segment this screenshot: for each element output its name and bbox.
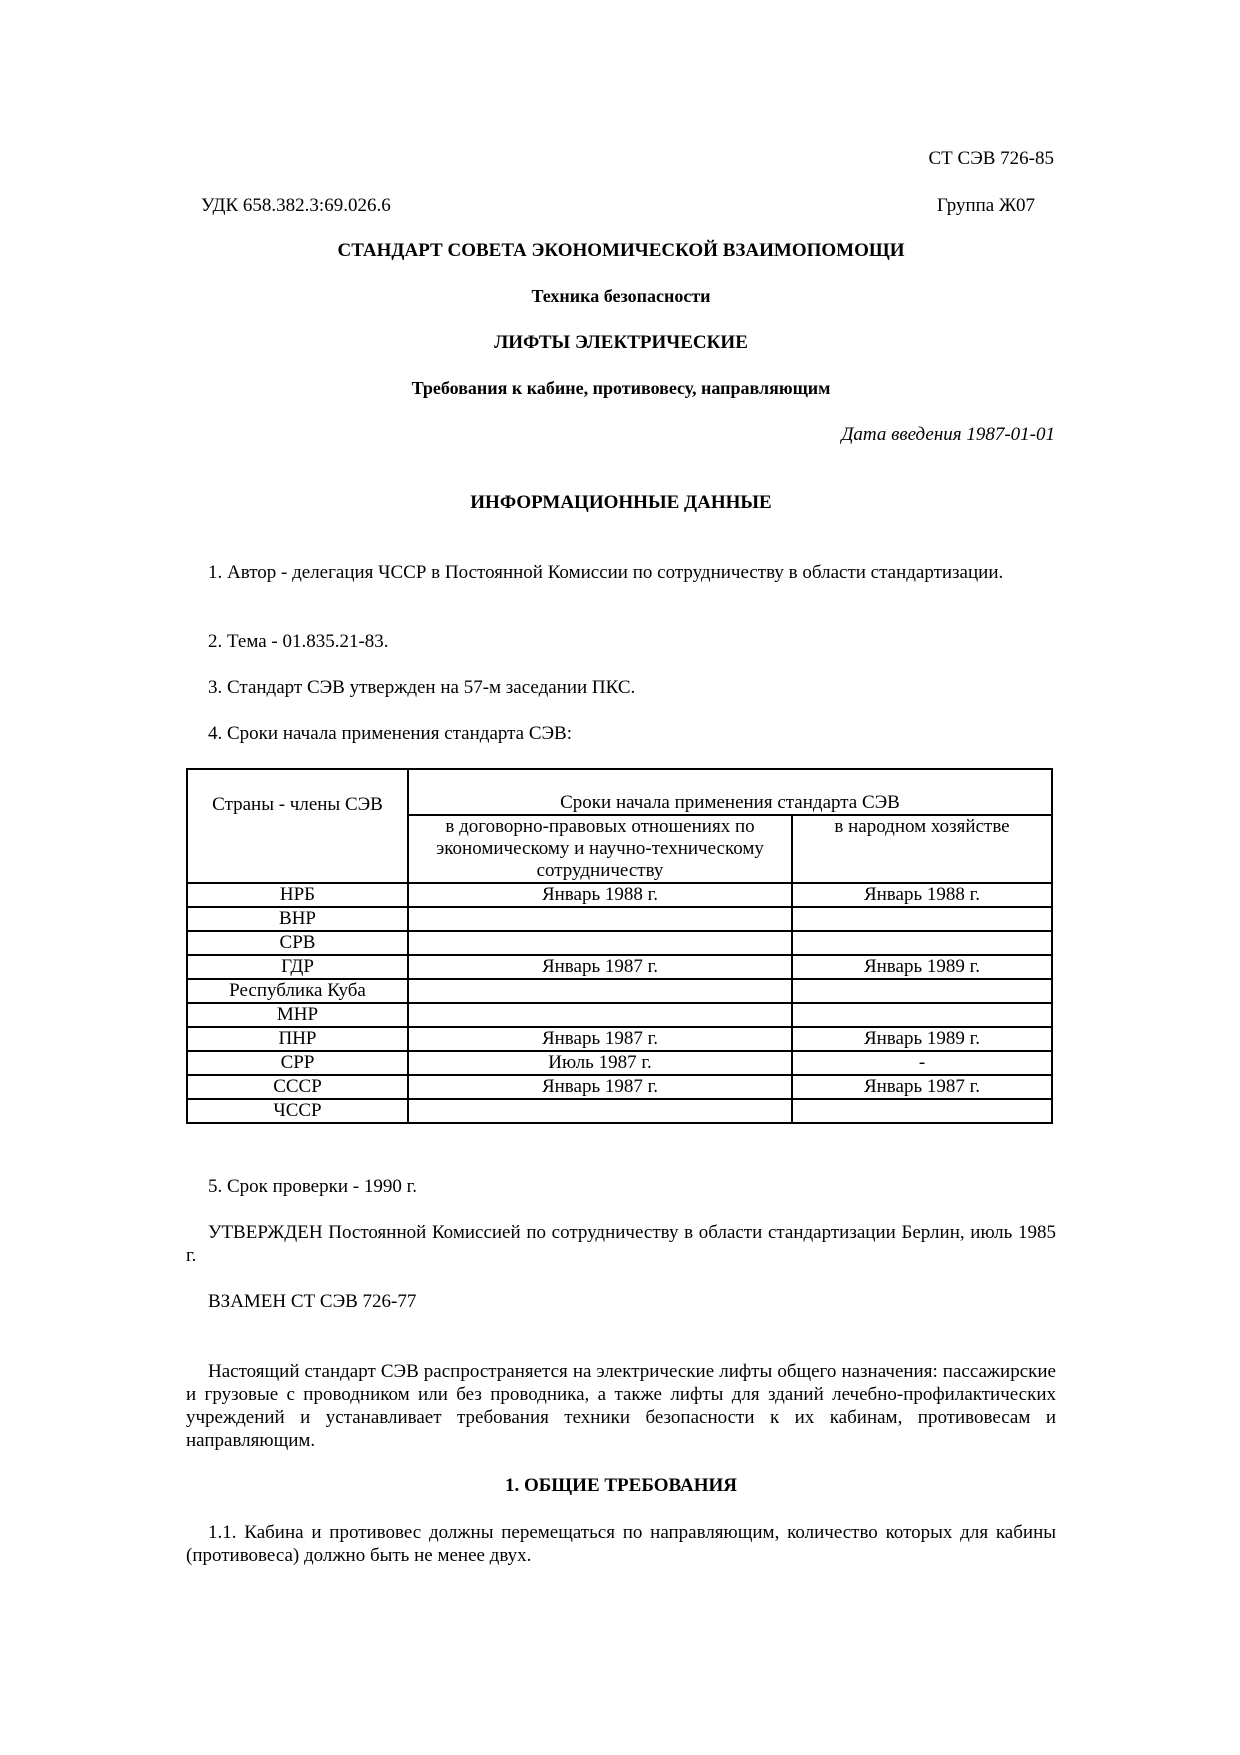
table-row: СРВ <box>187 931 1052 955</box>
table-row: СРР Июль 1987 г. - <box>187 1051 1052 1075</box>
title-sub: Требования к кабине, противовесу, направляющим <box>411 378 831 398</box>
clause-1-1: 1.1. Кабина и противовес должны перемещаться по направляющим, количество которых для кабины (противовеса) должно быть не менее двух. <box>186 1522 1056 1566</box>
table-row: СССР Январь 1987 г. Январь 1987 г. <box>187 1075 1052 1099</box>
header-group: Сроки начала применения стандарта СЭВ <box>408 769 1052 815</box>
table-row: ВНР <box>187 907 1052 931</box>
table-row: МНР <box>187 1003 1052 1027</box>
intro-date: Дата введения 1987-01-01 <box>841 424 1055 445</box>
table-row: НРБ Январь 1988 г. Январь 1988 г. <box>187 883 1052 907</box>
udk-code: УДК 658.382.3:69.026.6 <box>201 195 391 216</box>
title-main: ЛИФТЫ ЭЛЕКТРИЧЕСКИЕ <box>494 332 748 353</box>
subtitle-area: Техника безопасности <box>531 286 711 306</box>
info-item-2: 2. Тема - 01.835.21-83. <box>208 631 389 652</box>
table-row: ГДР Январь 1987 г. Январь 1989 г. <box>187 955 1052 979</box>
header-country: Страны - члены СЭВ <box>187 769 408 883</box>
info-item-4: 4. Сроки начала применения стандарта СЭВ: <box>208 723 573 744</box>
header-col-b: в народном хозяйстве <box>792 815 1052 883</box>
replaces-note: ВЗАМЕН СТ СЭВ 726-77 <box>208 1291 417 1312</box>
table-row: ЧССР <box>187 1099 1052 1123</box>
scope-paragraph: Настоящий стандарт СЭВ распространяется на электрические лифты общего назначения: пассажирские и грузовые с проводником или без проводника, а также лифты для зданий лечебно-профилактических учреждений и устанавливает требования техники безопасности к их кабинам, противовесам и направляющим. <box>186 1361 1056 1451</box>
review-date: 5. Срок проверки - 1990 г. <box>208 1176 417 1197</box>
info-item-3: 3. Стандарт СЭВ утвержден на 57-м заседании ПКС. <box>208 677 636 698</box>
header-col-a: в договорно-правовых отношениях по экономическому и научно-техническому сотрудничеству <box>408 815 792 883</box>
table-row: Республика Куба <box>187 979 1052 1003</box>
doc-number: СТ СЭВ 726-85 <box>928 148 1054 169</box>
section-1-heading: 1. ОБЩИЕ ТРЕБОВАНИЯ <box>504 1475 738 1496</box>
table-row: ПНР Январь 1987 г. Январь 1989 г. <box>187 1027 1052 1051</box>
group-code: Группа Ж07 <box>936 195 1035 216</box>
implementation-dates-table <box>186 768 1053 1124</box>
info-heading: ИНФОРМАЦИОННЫЕ ДАННЫЕ <box>470 492 772 513</box>
approved-note: УТВЕРЖДЕН Постоянной Комиссией по сотрудничеству в области стандартизации Берлин, июль 1985 г. <box>186 1222 1056 1266</box>
info-item-1: 1. Автор - делегация ЧССР в Постоянной Комиссии по сотрудничеству в области стандартизации. <box>208 562 1004 583</box>
title-org: СТАНДАРТ СОВЕТА ЭКОНОМИЧЕСКОЙ ВЗАИМОПОМОЩИ <box>337 240 905 261</box>
